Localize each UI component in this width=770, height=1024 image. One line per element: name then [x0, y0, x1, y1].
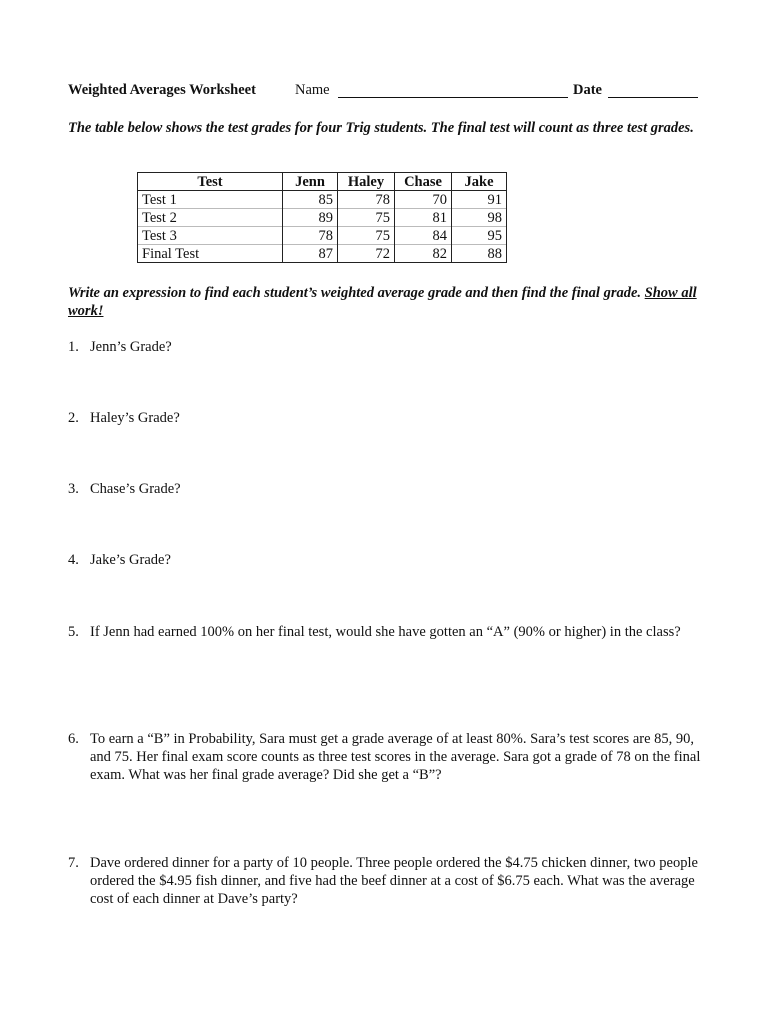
worksheet-title: Weighted Averages Worksheet — [68, 82, 256, 98]
row-label: Test 1 — [138, 191, 283, 209]
intro-paragraph: The table below shows the test grades for four Trig students. The final test will count as three test grades. — [68, 120, 694, 136]
question-text: To earn a “B” in Probability, Sara must get a grade average of at least 80%. Sara’s test scores are 85, 90, and 75. Her final exam score counts as three test scores in the average. Sara got a grade of 78 on the final exam. What was her final grade average? Did she get a “B”? — [90, 731, 701, 783]
cell: 87 — [283, 245, 338, 263]
date-blank-line — [608, 97, 698, 98]
cell: 95 — [452, 227, 507, 245]
question-6 — [68, 730, 718, 784]
question-7 — [68, 854, 718, 908]
table-header-row — [138, 173, 507, 191]
table-row — [138, 209, 507, 227]
question-text: Jenn’s Grade? — [90, 339, 172, 355]
question-number: 7. — [68, 855, 79, 871]
question-text: Haley’s Grade? — [90, 410, 180, 426]
show-work-emphasis: Show all work! — [68, 285, 697, 319]
header-test: Test — [138, 173, 283, 191]
instructions-text: Write an expression to find each student’s weighted average grade and then find the final grade. — [68, 285, 645, 301]
name-label: Name — [295, 82, 330, 98]
question-text: Jake’s Grade? — [90, 552, 171, 568]
question-text: Chase’s Grade? — [90, 481, 181, 497]
question-3 — [68, 480, 718, 498]
name-blank-line — [338, 97, 568, 98]
cell: 84 — [395, 227, 452, 245]
question-number: 4. — [68, 552, 79, 568]
cell: 72 — [338, 245, 395, 263]
grades-table — [137, 172, 507, 263]
question-5 — [68, 623, 718, 641]
row-label: Test 3 — [138, 227, 283, 245]
cell: 85 — [283, 191, 338, 209]
date-label: Date — [573, 82, 602, 98]
cell: 75 — [338, 227, 395, 245]
row-label: Final Test — [138, 245, 283, 263]
row-label: Test 2 — [138, 209, 283, 227]
table-row — [138, 191, 507, 209]
question-2 — [68, 409, 718, 427]
cell: 91 — [452, 191, 507, 209]
cell: 81 — [395, 209, 452, 227]
header-haley: Haley — [338, 173, 395, 191]
header-jake: Jake — [452, 173, 507, 191]
cell: 98 — [452, 209, 507, 227]
question-text: If Jenn had earned 100% on her final test, would she have gotten an “A” (90% or higher) in the class? — [90, 624, 681, 640]
header-jenn: Jenn — [283, 173, 338, 191]
cell: 88 — [452, 245, 507, 263]
instructions — [68, 284, 718, 320]
cell: 78 — [338, 191, 395, 209]
question-number: 5. — [68, 624, 79, 640]
cell: 70 — [395, 191, 452, 209]
cell: 78 — [283, 227, 338, 245]
table-row — [138, 227, 507, 245]
question-number: 2. — [68, 410, 79, 426]
question-number: 3. — [68, 481, 79, 497]
question-number: 6. — [68, 731, 79, 747]
cell: 82 — [395, 245, 452, 263]
question-number: 1. — [68, 339, 79, 355]
header-chase: Chase — [395, 173, 452, 191]
cell: 89 — [283, 209, 338, 227]
question-4 — [68, 551, 718, 569]
cell: 75 — [338, 209, 395, 227]
table-row — [138, 245, 507, 263]
worksheet-header — [68, 82, 602, 99]
question-text: Dave ordered dinner for a party of 10 people. Three people ordered the $4.75 chicken dinner, two people ordered the $4.95 fish dinner, and five had the beef dinner at a cost of $6.75 each. What was the average cost of each dinner at Dave’s party? — [90, 855, 698, 907]
question-1 — [68, 338, 718, 356]
